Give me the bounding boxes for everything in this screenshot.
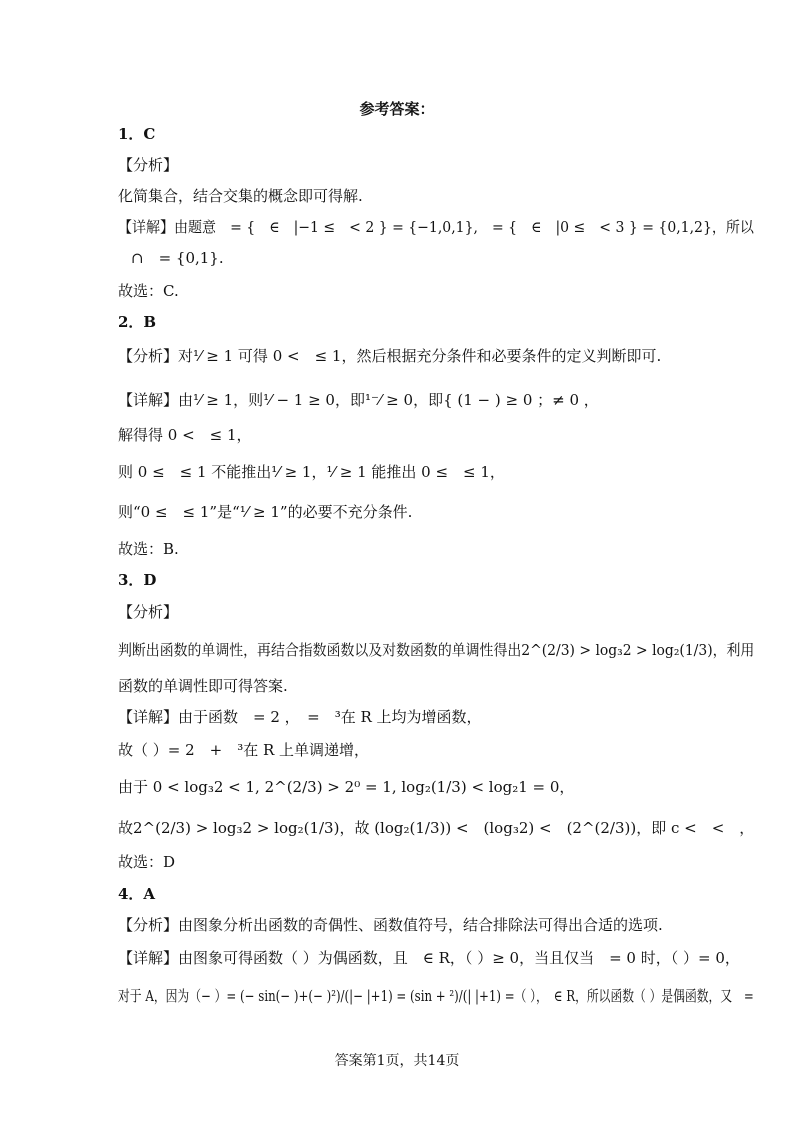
text-line: 【详解】由¹⁄ ≥ 1，则¹⁄ − 1 ≥ 0，即¹⁻⁄ ≥ 0，即{ (1 − ) ≥ 0 ；≠ 0 ， [118,391,599,409]
text-line: 则“0 ≤ ≤ 1”是“¹⁄ ≥ 1”的必要不充分条件. [118,503,413,521]
answer-1-heading: 1．C [118,125,156,143]
analysis-label: 【分析】 [118,156,179,174]
text-line: 【分析】由图象分析出函数的奇偶性、函数值符号，结合排除法可得出合适的选项. [118,916,663,934]
text-line: 解得得 0 < ≤ 1， [118,426,252,444]
text-line: 【分析】对¹⁄ ≥ 1 可得 0 < ≤ 1，然后根据充分条件和必要条件的定义判断即可. [118,347,662,365]
answer-4-heading: 4．A [118,885,156,903]
text-line: 函数的单调性即可得答案. [118,677,288,695]
answer-3-heading: 3．D [118,571,157,589]
text-line: 化简集合，结合交集的概念即可得解. [118,187,363,205]
analysis-label: 【分析】 [118,603,179,621]
text-line: 判断出函数的单调性，再结合指数函数以及对数函数的单调性得出2^(2/3) > log₃2 > log₂(1/3)，利用 [118,641,755,659]
text-line: 故2^(2/3) > log₃2 > log₂(1/3)，故 (log₂(1/3)) < (log₃2) < (2^(2/3))，即 c < < ， [118,819,755,837]
text-line: 故选：B. [118,540,179,558]
text-line: 则 0 ≤ ≤ 1 不能推出¹⁄ ≥ 1，¹⁄ ≥ 1 能推出 0 ≤ ≤ 1， [118,463,505,481]
text-line: 由于 0 < log₃2 < 1, 2^(2/3) > 2⁰ = 1, log₂(1/3) < log₂1 = 0， [118,778,575,796]
page-footer: 答案第1页，共14页 [334,1053,460,1069]
text-line: 故选：C. [118,282,179,300]
text-line: 【详解】由题意 = { ∈ |−1 ≤ < 2 } = {−1,0,1}, = { ∈ |0 ≤ < 3 } = {0,1,2}，所以 [118,218,754,236]
answer-2-heading: 2．B [118,313,157,331]
text-line: 对于 A，因为（− ）= (− sin(− )+(− )²)/(|− |+1) = (sin + ²)/(| |+1) =（ ）， ∈ R，所以函数（ ）是偶函数，又 = [118,987,754,1005]
page-title: 参考答案： [359,100,435,118]
text-line: 故选：D [118,853,176,871]
text-line: 【详解】由于函数 = 2 ， = ³在 R 上均为增函数， [118,708,482,726]
text-line: ∩ = {0,1}. [131,249,224,267]
text-line: 【详解】由图象可得函数（ ）为偶函数，且 ∈ R，（ ）≥ 0，当且仅当 = 0 时，（ ）= 0， [118,949,740,967]
text-line: 故（ ）= 2 + ³在 R 上单调递增， [118,741,370,759]
